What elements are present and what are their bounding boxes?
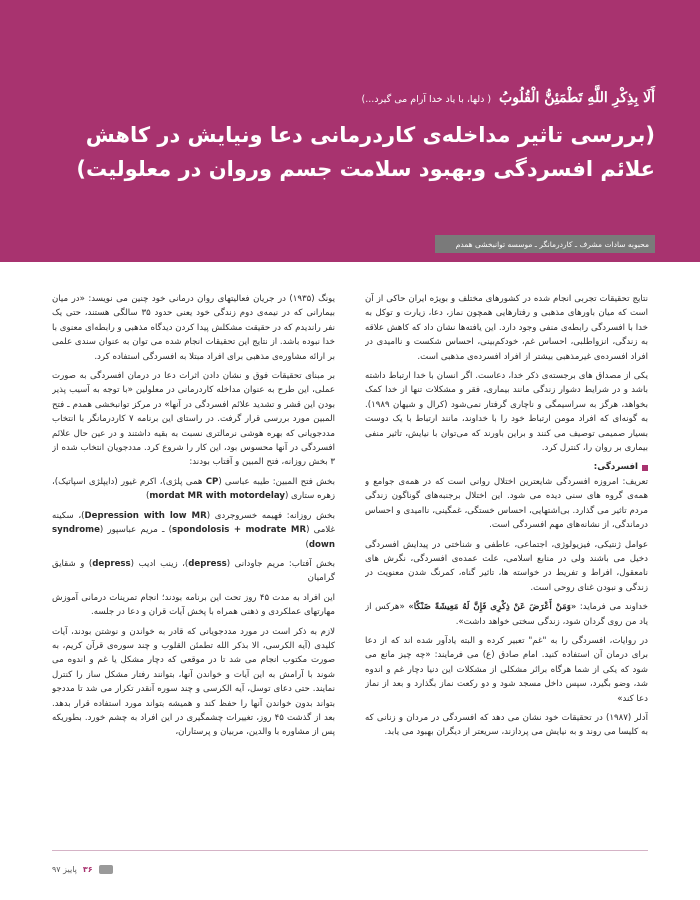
text-run: )، زینب ادیب ( (130, 558, 189, 569)
paragraph: در روایات، افسردگی را به "غم" تعبیر کرده و البته یادآور شده اند که از دعا برای درمان آن استفاده کنید. امام صادق (ع) می فرمایند: «چه چیز مانع می شود که یکی از شما هرگاه برائر مشکلی از مشکلات این دنیا دچار غم و اندوه شد، وضو بگیرد، سپس داخل مسجد شود و دو رکعت نماز بگذارد و بعد از نماز دعا کند» (365, 635, 648, 704)
quran-quote: «وَمَنْ أَعْرَضَ عَنْ ذِکْرِی فَإِنَّ لَهُ مَعِیشَةً ضَنْکًا» (408, 602, 577, 613)
diagnosis-term: mordat MR with motordelay (149, 491, 285, 502)
diagnosis-term: depress (92, 558, 131, 569)
paragraph: لازم به ذکر است در مورد مددجویانی که قادر به خواندن و نوشتن بودند، آیات کلیدی (آیه الکرسی، الا بذکر الله تطمئن القلوب و چند سوره‌ی قرآن کریم، به صورت مکتوب انجام می شد تا در موقعی که دچار مشکل یا غم و اندوه می شوند با آرامش به این آیات و خواندن آنها، بتوانند رفتار مشکل ساز را کنترل نمایند. حتی دعای توسل، آیه الکرسی و چند سوره آنقدر تکرار می شد تا مددجو بتواند بدون خواندن آنها را حفظ کند و همیشه بتواند مورد استفاده قرار بدهد. بعد از گذشت ۴۵ روز، تغییرات چشمگیری در این افراد به چشم خورد. بطوریکه پس از مشاوره با والدین، مربیان و پرستاران، (52, 626, 335, 738)
diagnosis-term: depress (188, 558, 227, 569)
paragraph: نتایج تحقیقات تجربی انجام شده در کشورهای مختلف و بویژه ایران حاکی از آن است که میان باورهای مذهبی و رفتارهایی همچون نماز، دعا، زیارت و توکل به خدا با افسردگی رابطه‌ی منفی وجود دارد. این یافته‌ها نشان داد که کاهش علاقه به زندگی، انزواطلبی، احساس غم، خودکم‌بینی، احساس شکست و ناامیدی در افراد افسرده‌ی غیرمذهبی بیشتر از افراد افسرده‌ی مذهبی است. (365, 294, 648, 362)
text-run: ) و شقایق گرامیان (52, 558, 335, 584)
bullet-square-icon (642, 465, 648, 471)
paragraph: یکی از مصداق های برجسته‌ی ذکر خدا، دعاست. اگر انسان با خدا ارتباط داشته باشد و در شرایط دشوار زندگی مانند بیماری، فقر و مشکلات تنها از خدا کمک بخواهد، هرگز به سراسیمگی و ناچاری گرفتار نمی‌شود (کرال و شیهان ۱۹۸۹). به گونه‌ای که افراد مومن ارتباط خود را با خداوند، مانند ارتباط با یک دوست بسیار صمیمی توصیف می کنند و براین باورند که می‌توان با نیایش، تاثیر منفی بیماری بر روان را، کنترل کرد. (365, 371, 648, 454)
author-box (435, 235, 655, 253)
page-number: ۳۶ (82, 864, 93, 874)
verse-translation: ( دلها، با یاد خدا آرام می گیرد...) (361, 94, 492, 105)
section-heading (365, 460, 648, 474)
season-label: پاییز ۹۷ (52, 864, 77, 874)
article-title: (بررسی تاثیر مداخله‌ی کاردرمانی دعا ونیایش در کاهش علائم افسردگی وبهبود سلامت جسم وروان در معلولیت) (76, 123, 655, 181)
article-body (52, 292, 648, 834)
text-run: بخش فتح المبین: طیبه عباسی ( (218, 476, 335, 487)
section-heading-text: افسردگی: (593, 462, 638, 473)
text-run: ) (146, 491, 150, 502)
text-run: )، سکینه غلامی ( (52, 510, 335, 536)
verse-line (45, 90, 655, 106)
footer-divider (52, 850, 648, 851)
paragraph: تعریف: امروزه افسردگی شایعترین اختلال روانی است که در همه‌ی جوامع و همه‌ی گروه های سنی دیده می شود. این اختلال برجنبه‌های گوناگون زندگی مردم تاثیر می گذارد. بی‌اشتهایی، احساس خستگی، غمگینی، ناامیدی و احساس درماندگی، از نشانه‌های مهم افسردگی است. (365, 476, 648, 531)
text-run: بخش روزانه: فهیمه خسروجردی ( (206, 510, 335, 521)
text-run: ) ـ مریم عباسپور ( (99, 525, 173, 536)
quote-paragraph (365, 600, 648, 629)
quote-intro: خداوند می فرماید: (579, 602, 648, 613)
diagnosis-term: syndrome down (52, 525, 335, 550)
magazine-logo-icon (99, 865, 113, 874)
header-banner (0, 0, 700, 262)
left-column (52, 292, 335, 834)
participants-daily (52, 509, 335, 552)
diagnosis-term: spondolosis + modrate MR (172, 525, 307, 536)
page-footer (52, 862, 252, 876)
diagnosis-term: CP (205, 476, 219, 487)
participants-fath (52, 475, 335, 504)
paragraph: یونگ (۱۹۳۵) در جریان فعالیتهای روان درمانی خود چنین می نویسد: «در میان بیمارانی که در نیمه‌ی دوم زندگی خود یعنی حدود ۳۵ سالگی هستند، حتی یک نفر راندیدم که در حقیقت مشکلش پیدا کردن دیدگاه مذهبی و رابطه‌ای معنوی با خدا نبوده باشد. از نتایج این تحقیقات انجام شده می توان به عنوان سندی علمی بر ارائه مشاوره‌ی مذهبی برای افراد مبتلا به افسردگی استفاده کرد. (52, 294, 335, 362)
text-run: همی پلژی)، اکرم غیور (دایپلژی اسپاتیک)، زهره ستاری ( (52, 476, 335, 502)
paragraph: عوامل ژنتیکی، فیزیولوژی، اجتماعی، عاطفی و شناختی در پیدایش افسردگی دخیل می باشند ولی در منابع اسلامی، علت عمده‌ی افسردگی، نگرش های نامعقول، افراط و تفریط در خواسته ها، تاثیر گناه، کمرنگ شدن معنویت در زندگی و نبودن غنای روحی است. (365, 539, 648, 593)
right-column (365, 292, 648, 834)
text-run: بخش آفتاب: مریم جاودانی ( (226, 558, 335, 569)
paragraph: بر مبنای تحقیقات فوق و نشان دادن اثرات دعا در درمان افسردگی به صورت عملی، این طرح به عنوان مداخله کاردرمانی در معلولین «با توجه به آسیب پذیر بودن این قشر و تشدید علائم افسردگی در آنها» در مرکز توانبخشی همدم ـ فتح المبین مورد بررسی قرار گرفت. در راستای این برنامه ۷ کاردرمانگر با انتخاب مددجویانی که بهره هوشی نرمالتری نسبت به بقیه داشتند و در عین حال علائم افسردگی در آنها محسوس بود، این کار را شروع کرد. مددجویان انتخاب شده از ۳ بخش روزانه، فتح المبین و آفتاب بودند: (52, 371, 335, 468)
paragraph: آدلر (۱۹۸۷) در تحقیقات خود نشان می دهد که افسردگی در مردان و زنانی که به کلیسا می روند و به نیایش می پردازند، سریعتر از دیگران بهبود می یابد. (365, 712, 648, 738)
paragraph: این افراد به مدت ۴۵ روز تحت این برنامه بودند؛ انجام تمرینات درمانی آموزش مهارتهای عملکردی و ذهنی همراه با پخش آیات قران و دعا در جلسه. (52, 592, 335, 618)
author-text: محبوبه سادات مشرف ـ کاردرمانگر ـ موسسه توانبخشی همدم (455, 239, 649, 249)
text-run: ) (305, 539, 309, 550)
quote-translation: «هرکس از یاد من روی گردان شود، زندگی سختی خواهد داشت». (365, 602, 648, 627)
verse-arabic: أَلَا بِذِكْرِ اللَّهِ تَطْمَئِنُّ الْقُلُوبُ (499, 90, 655, 106)
participants-aftab (52, 557, 335, 586)
diagnosis-term: Depression with low MR (84, 510, 207, 521)
